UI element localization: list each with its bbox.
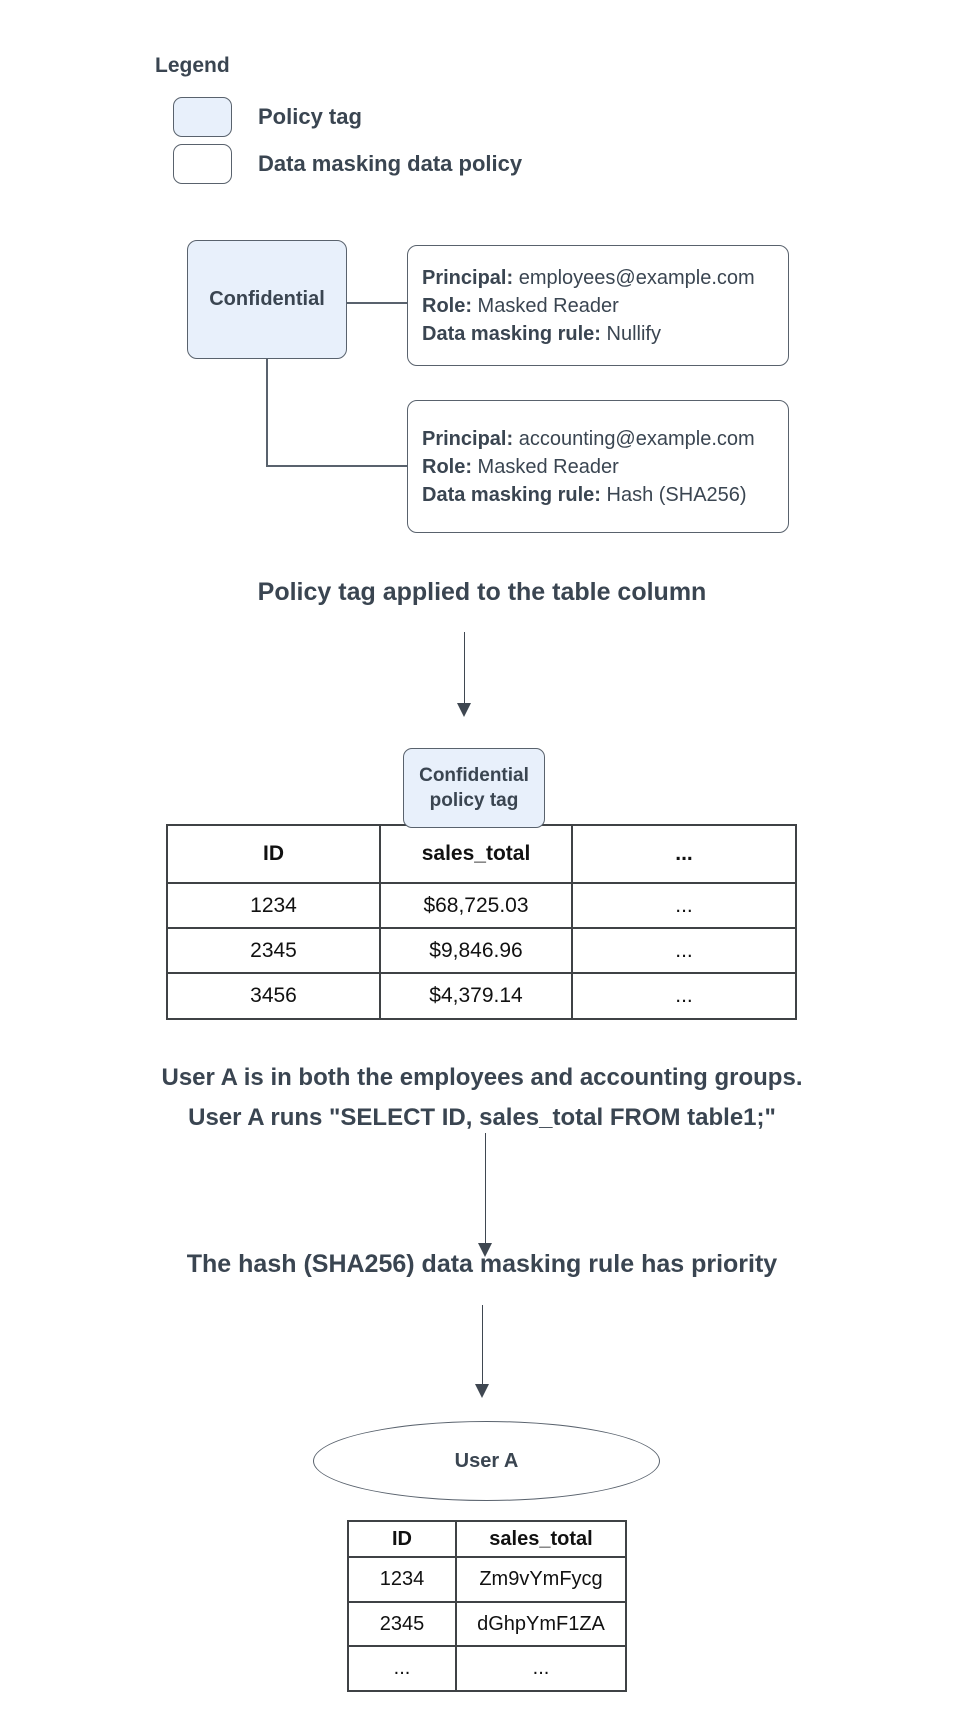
result-table-header-row <box>348 1521 626 1557</box>
caption-step1: Policy tag applied to the table column <box>257 578 707 606</box>
policy2-principal-value: accounting@example.com <box>513 427 755 450</box>
policy1-principal-value: employees@example.com <box>513 266 755 289</box>
connector-tag-down <box>266 359 268 466</box>
policy-tag-node-confidential: Confidential <box>187 240 347 359</box>
user-a-node: User A <box>313 1421 660 1501</box>
source-cell: ... <box>572 883 796 928</box>
connector-tag-to-policy2 <box>266 465 407 467</box>
source-table-row <box>167 973 796 1019</box>
policy1-role-label: Role: <box>422 294 472 317</box>
source-header-more: ... <box>572 825 796 883</box>
source-header-id: ID <box>167 825 380 883</box>
policy2-rule-label: Data masking rule: <box>422 483 601 506</box>
source-cell: ... <box>572 928 796 973</box>
policy2-principal-label: Principal: <box>422 427 514 450</box>
policy2-rule <box>422 481 788 509</box>
policy2-rule-value: Hash (SHA256) <box>600 483 747 506</box>
arrow1-head-icon <box>457 703 471 717</box>
caption-step2-line1: User A is in both the employees and accounting groups. <box>161 1064 803 1091</box>
policy2-principal <box>422 425 788 453</box>
result-header-sales-total: sales_total <box>456 1521 626 1557</box>
caption-step2 <box>0 1058 964 1138</box>
policy1-rule <box>422 320 788 348</box>
column-policy-tag-line1: Confidential <box>419 765 529 786</box>
data-policy-box-employees <box>407 245 789 366</box>
source-cell: 3456 <box>167 973 380 1019</box>
arrow1-line <box>464 632 465 704</box>
arrow3-head-icon <box>475 1384 489 1398</box>
result-table-row <box>348 1646 626 1691</box>
legend-policy-tag-label: Policy tag <box>258 104 362 129</box>
source-header-sales-total: sales_total <box>380 825 572 883</box>
source-cell: 2345 <box>167 928 380 973</box>
result-table <box>347 1520 627 1692</box>
policy1-role <box>422 292 788 320</box>
result-cell: ... <box>456 1646 626 1691</box>
column-policy-tag <box>403 748 545 828</box>
source-cell: $4,379.14 <box>380 973 572 1019</box>
result-table-row <box>348 1602 626 1646</box>
arrow3-line <box>482 1305 483 1385</box>
policy1-rule-value: Nullify <box>600 322 661 345</box>
policy2-role-label: Role: <box>422 455 472 478</box>
policy1-principal-label: Principal: <box>422 266 514 289</box>
result-cell: dGhpYmF1ZA <box>456 1602 626 1646</box>
source-cell: ... <box>572 973 796 1019</box>
data-policy-box-accounting <box>407 400 789 533</box>
result-table-row <box>348 1557 626 1602</box>
arrow2-line <box>485 1133 486 1244</box>
source-cell: 1234 <box>167 883 380 928</box>
connector-tag-to-policy1 <box>345 302 409 304</box>
result-cell: 2345 <box>348 1602 456 1646</box>
policy2-role <box>422 453 788 481</box>
source-cell: $9,846.96 <box>380 928 572 973</box>
legend-policy-tag-swatch <box>173 97 232 137</box>
source-cell: $68,725.03 <box>380 883 572 928</box>
caption-step2-line2: User A runs "SELECT ID, sales_total FROM table1;" <box>188 1104 776 1131</box>
source-table-row <box>167 883 796 928</box>
policy1-principal <box>422 264 788 292</box>
column-policy-tag-line2: policy tag <box>429 790 519 811</box>
legend-data-policy-swatch <box>173 144 232 184</box>
policy1-role-value: Masked Reader <box>472 294 619 317</box>
legend-data-policy-label: Data masking data policy <box>258 151 523 176</box>
result-cell: ... <box>348 1646 456 1691</box>
result-cell: Zm9vYmFycg <box>456 1557 626 1602</box>
result-header-id: ID <box>348 1521 456 1557</box>
policy1-rule-label: Data masking rule: <box>422 322 601 345</box>
caption-step3: The hash (SHA256) data masking rule has priority <box>186 1250 778 1278</box>
legend-title: Legend <box>155 54 230 77</box>
policy2-role-value: Masked Reader <box>472 455 619 478</box>
result-cell: 1234 <box>348 1557 456 1602</box>
source-table-row <box>167 928 796 973</box>
source-table <box>166 824 797 1020</box>
source-table-header-row <box>167 825 796 883</box>
